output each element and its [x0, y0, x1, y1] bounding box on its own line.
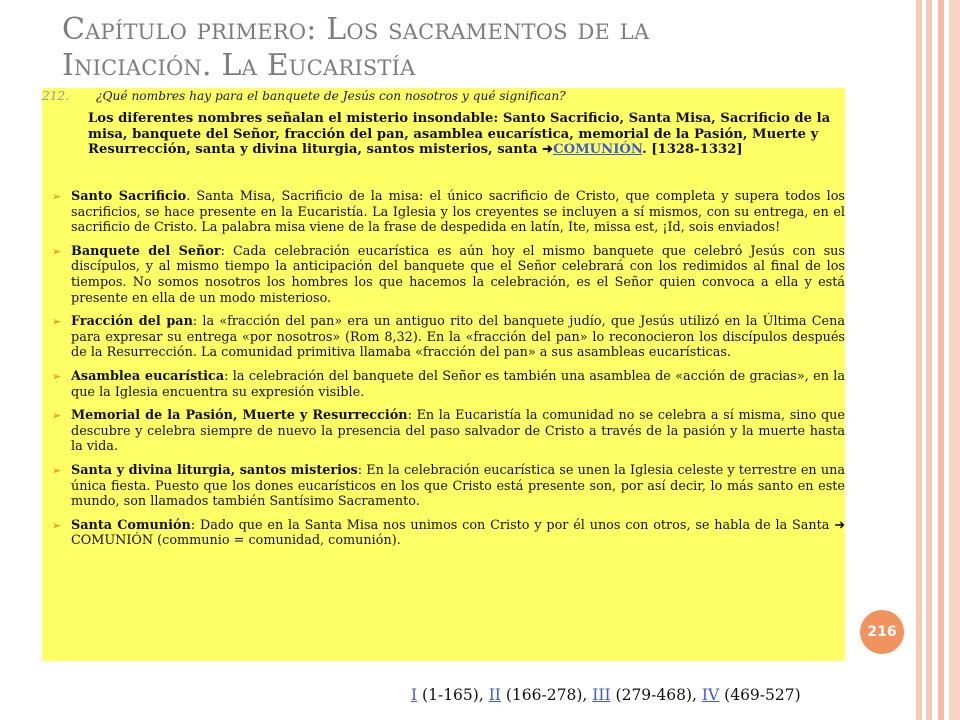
- item-text: la celebración del banquete del Señor es también una asamblea de «acción de gracias», en la que la Iglesia encuentra su expresión visible.: [71, 368, 845, 400]
- arrow-bullet-icon: ➢: [52, 315, 62, 329]
- slide-title-line2: Iniciación. La Eucaristía: [62, 48, 416, 83]
- arrow-bullet-icon: ➢: [52, 518, 62, 532]
- question: [42, 89, 842, 103]
- item-separator: :: [357, 462, 367, 478]
- list-item: [52, 369, 845, 400]
- section-link-i[interactable]: I: [411, 686, 418, 704]
- section-link-iii[interactable]: III: [592, 686, 611, 704]
- decorative-rail: [938, 0, 944, 720]
- item-term: Banquete del Señor: [71, 243, 221, 259]
- arrow-bullet-icon: ➢: [52, 190, 62, 203]
- arrow-bullet-icon: ➢: [52, 409, 62, 423]
- item-separator: :: [220, 243, 233, 259]
- item-text: la «fracción del pan» era un antiguo rito del banquete judío, que Jesús utilizó en la Última Cena para expresar su entrega «por nosotros» (Rom 8,32). En la «fracción del pan» lo reconocieron los discípulos después de la Resurrección. La comunidad primitiva llamaba «fracción del pan» a sus asambleas eucarísticas.: [71, 314, 845, 361]
- answer-ref: . [1328-1332]: [642, 142, 743, 157]
- list-item: [52, 244, 845, 306]
- item-term: Santa Comunión: [71, 517, 191, 533]
- list-item: [52, 189, 845, 236]
- item-term: Santa y divina liturgia, santos misterios: [71, 462, 358, 478]
- slide-title-line1: Capítulo primero: Los sacramentos de la: [62, 12, 650, 47]
- section-link-iv[interactable]: IV: [701, 686, 720, 704]
- decorative-rail: [926, 0, 932, 720]
- item-text: Dado que en la Santa Misa nos unimos con Cristo y por él unos con otros, se habla de la Santa ➜ COMUNIÓN (communio = comunidad, comunión).: [71, 517, 845, 549]
- decorative-rail: [949, 0, 960, 720]
- arrow-bullet-icon: ➢: [52, 244, 62, 258]
- section-range: (469-527): [719, 686, 801, 704]
- item-term: Santo Sacrificio: [71, 189, 187, 204]
- arrow-bullet-icon: ➢: [52, 369, 62, 383]
- item-term: Memorial de la Pasión, Muerte y Resurrección: [71, 408, 408, 424]
- section-range: (166-278),: [500, 686, 593, 704]
- arrow-bullet-icon: ➢: [52, 463, 62, 477]
- item-separator: .: [186, 189, 197, 204]
- item-separator: :: [407, 408, 417, 424]
- item-text: En la Eucaristía la comunidad no se celebra a sí misma, sino que descubre y celebra siempre de nuevo la presencia del paso salvador de Cristo a través de la pasión y la muerte hasta la vida.: [71, 408, 845, 455]
- comunion-link[interactable]: COMUNIÓN: [553, 142, 643, 157]
- decorative-rail: [916, 0, 922, 720]
- section-range: (279-468),: [610, 686, 702, 704]
- section-range: (1-165),: [417, 686, 489, 704]
- list-item: [52, 314, 845, 361]
- arrow-right-icon: ➜: [542, 142, 554, 157]
- answer-text: Los diferentes nombres señalan el misterio insondable: Santo Sacrificio, Santa Misa, Sacrificio de la misa, banquete del Señor, fracción del pan, asamblea eucarística, memorial de la Pasión, Muerte y Resurrección, santa y divina liturgia, santos misterios, santa: [88, 111, 831, 157]
- item-separator: :: [224, 368, 233, 384]
- slide-title: [62, 12, 882, 84]
- list-item: [52, 518, 845, 549]
- item-separator: :: [190, 517, 200, 533]
- item-text: Cada celebración eucarística es aún hoy el mismo banquete que celebró Jesús con sus discípulos, y al mismo tiempo la anticipación del banquete que el Señor celebrará con los redimidos al final de los tiempos. No somos nosotros los hombres los que hacemos la celebración, es el Señor quien convoca a ella y está presente en ella de un modo misterioso.: [71, 243, 845, 306]
- section-nav: [411, 686, 801, 704]
- list-item: [52, 408, 845, 455]
- page-number-badge: 216: [860, 610, 904, 654]
- item-term: Asamblea eucarística: [71, 368, 225, 384]
- answer: [88, 111, 838, 158]
- section-link-ii[interactable]: II: [488, 686, 501, 704]
- list-item: [52, 463, 845, 510]
- content-panel: [42, 88, 845, 661]
- item-separator: :: [192, 314, 203, 330]
- item-term: Fracción del pan: [71, 314, 193, 330]
- name-list: [52, 189, 845, 557]
- question-number: 212.: [42, 89, 70, 103]
- item-text: En la celebración eucarística se unen la Iglesia celeste y terrestre en una única fiesta. Puesto que los dones eucarísticos en los que Cristo está presente son, por así decir, lo más santo en este mundo, son llamados también Santísimo Sacramento.: [71, 462, 845, 510]
- question-text: ¿Qué nombres hay para el banquete de Jesús con nosotros y qué significan?: [96, 89, 566, 103]
- item-text: Santa Misa, Sacrificio de la misa: el único sacrificio de Cristo, que completa y supera todos los sacrificios, se hace presente en la Eucaristía. La Iglesia y los creyentes se incluyen a sí mismos, con su entrega, en el sacrificio de Cristo. La palabra misa viene de la frase de despedida en latín, Ite, missa est, ¡Id, sois enviados!: [71, 189, 845, 236]
